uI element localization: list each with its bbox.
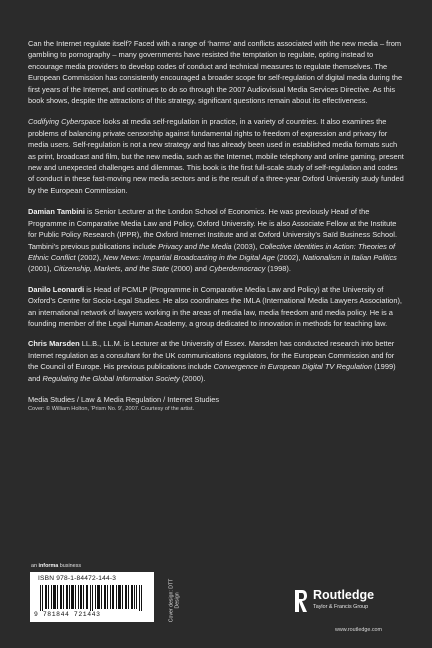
blurb-paragraph-1: Can the Internet regulate itself? Faced with a range of ‘harms’ and conflicts associated with the new media – from gambling to pornography – many governments have resisted the temptation to regulate, opting instead to encourage media providers to develop codes of conduct and technical measures to regulate themselves. The European Commission has consistently encouraged a broader scope for self-regulation of digital media during the first years of the Internet, and continues to do so through the 2007 Audiovisual Media Services Directive. As this book shows, despite the attractions of this strategy, significant questions remain about its effectiveness. <box>28 39 403 106</box>
publisher-name: Routledge <box>313 588 375 602</box>
isbn-text: ISBN 978-1-84472-144-3 <box>38 575 117 582</box>
blurb-paragraph-2: Codifying Cyberspace looks at media self-regulation in practice, in a variety of countries. It also examines the problems of balancing private censorship against fundamental rights to freedom of expression and privacy for media users. Self-regulation is not a new strategy and has already been used in established media formats such as print, broadcast and film, but the new media, such as the Internet, mobile telephony and online gaming, present new and unexpected challenges and dilemmas. This book is the first full-scale study of self-regulation and codes of conduct in these fast-moving new media sectors and is the result of a three-year Oxford University study funded by the European Commission. <box>28 117 404 195</box>
cover-credit: Cover: © William Holton, ‘Prism No. 9’, 2007. Courtesy of the artist. <box>28 405 195 412</box>
book-title: Codifying Cyberspace <box>28 117 101 127</box>
back-cover-text <box>28 38 404 414</box>
publisher-url: www.routledge.com <box>335 627 383 633</box>
bio-leonardi: Danilo Leonardi is Head of PCMLP (Programme in Comparative Media Law and Policy) at the University of Oxford’s Centre for Socio-Legal Studies. He also coordinates the IMLA (International Media Lawyers Association), an international network of lawyers working in the areas of media law, media freedom and media policy. He is a founding member of the Legal Human Academy, a group dedicated to innovation in methods for teaching law. <box>28 284 402 328</box>
routledge-logo-icon <box>294 589 308 613</box>
bio-tambini: Damian Tambini is Senior Lecturer at the London School of Economics. He was previously Head of the Programme in Comparative Media Law and Policy, Oxford University. He is also Associate Fellow at the Institute for Public Policy Research (IPPR), the Oxford Internet Institute and at Oxford University’s Saïd Business School. Tambini’s previous publications include Privacy and the Media (2003), Collective Identities in Action: Theories of Ethnic Conflict (2002), New News: Impartial Broadcasting in the Digital Age (2002), Nationalism in Italian Politics (2001), Citizenship, Markets, and the State (2000) and Cyberdemocracy (1998). <box>28 207 398 274</box>
barcode-digits: 9 781844 721443 <box>34 611 101 618</box>
author-name-tambini: Damian Tambini <box>28 207 85 217</box>
author-name-leonardi: Danilo Leonardi <box>28 284 85 294</box>
design-credit: Cover design: DTT Design <box>168 578 181 623</box>
barcode-icon <box>40 585 144 611</box>
author-name-marsden: Chris Marsden <box>28 339 80 349</box>
publisher-group: Taylor & Francis Group <box>313 604 369 610</box>
informa-business-tag: an informa business <box>31 563 82 569</box>
subject-categories: Media Studies / Law & Media Regulation / Internet Studies <box>28 394 220 404</box>
barcode-panel <box>30 572 154 622</box>
bio-marsden: Chris Marsden LL.B., LL.M. is Lecturer at the University of Essex. Marsden has conducted research into better Internet regulation as a consultant for the UK communications regulators, for the European Commission and for the Council of Europe. His previous publications include Convergence in European Digital TV Regulation (1999) and Regulating the Global Information Society (2000). <box>28 339 396 383</box>
